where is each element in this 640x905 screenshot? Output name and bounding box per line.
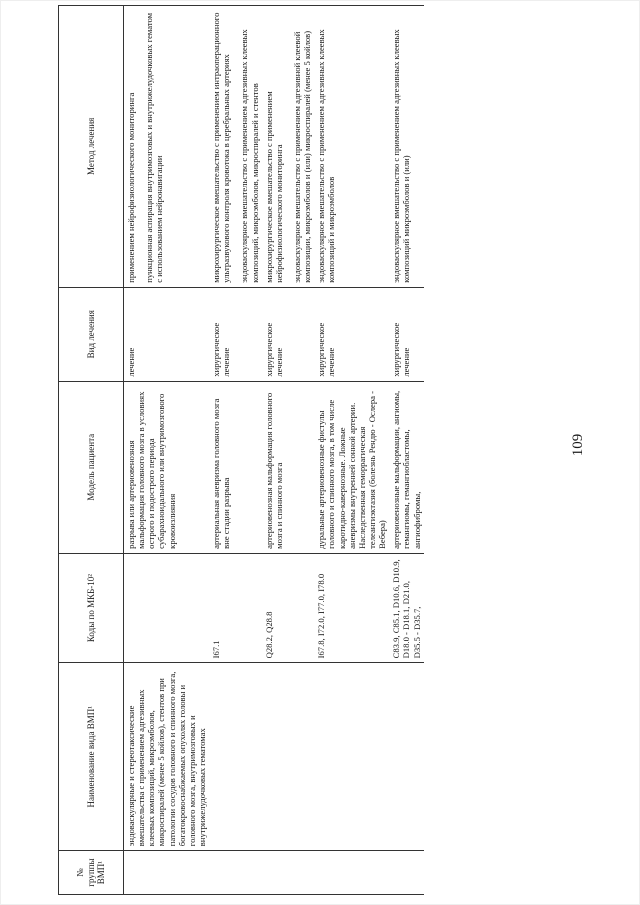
method-item: применением нейрофизиологического мониторинга <box>126 92 136 283</box>
table-row <box>209 6 262 895</box>
cell-vmp-name <box>209 663 262 851</box>
cell-icd-code: C83.9, C85.1, D10.6, D10.9, D18.0 - D18.1, D21.0, D35.5 - D35.7, <box>389 553 423 663</box>
cell-group-number <box>124 851 210 895</box>
header-row <box>59 6 124 895</box>
cell-treatment-type: хирургическое лечение <box>262 287 315 381</box>
cell-treatment-type: лечение <box>124 287 210 381</box>
cell-icd-code: I67.1 <box>209 553 262 663</box>
cell-vmp-name <box>262 663 315 851</box>
cell-treatment-type: хирургическое лечение <box>209 287 262 381</box>
cell-treatment-type: хирургическое лечение <box>314 287 389 381</box>
cell-group-number <box>209 851 262 895</box>
cell-vmp-name <box>389 663 423 851</box>
table-row <box>262 6 315 895</box>
cell-treatment-method <box>124 6 210 288</box>
cell-patient-model: артериовенозные мальформации, ангиомы, гемангиомы, гемангиобластомы, ангиофибромы, <box>389 381 423 553</box>
cell-treatment-method <box>262 6 315 288</box>
header-treatment-method: Метод лечения <box>59 6 124 288</box>
table-body <box>124 6 424 895</box>
method-item: микрохирургическое вмешательство с применением интраоперационного ультразвукового контроля кровотока в церебральных артериях <box>211 12 232 283</box>
method-item: эндоваскулярное вмешательство с применением адгезивных клеевых композиций микроэмболов и (или) <box>391 29 412 283</box>
cell-treatment-type: хирургическое лечение <box>389 287 423 381</box>
header-icd-codes: Коды по МКБ-10² <box>59 553 124 663</box>
cell-treatment-method <box>389 6 423 288</box>
cell-icd-code <box>124 553 210 663</box>
table-header <box>59 6 124 895</box>
cell-icd-code: I67.8, I72.0, I77.0, I78.0 <box>314 553 389 663</box>
table-row <box>314 6 389 895</box>
method-item: эндоваскулярное вмешательство с применением адгезивной клеевой композиции, микроэмболов и (или) микроспиралей (менее 5 койлов) <box>291 30 313 283</box>
header-patient-model: Модель пациента <box>59 381 124 553</box>
table-row <box>389 6 423 895</box>
cell-treatment-method <box>209 6 262 288</box>
cell-vmp-name: эндоваскулярные и стереотаксические вмешательства с применением адгезивных клеевых композиций, микроэмболов, микроспиралей (менее 5 койлов), стентов при патологии сосудов головного и спинного мозга, богатокровоснабжаемых опухолях головы и головного мозга, внутримозговых и внутрижелудочковых гематомах <box>124 663 210 851</box>
method-item: микрохирургическое вмешательство с применением нейрофизиологического мониторинга <box>263 91 284 283</box>
cell-treatment-method <box>314 6 389 288</box>
page-number: 109 <box>570 433 586 457</box>
header-group-number: № группы ВМП¹ <box>59 851 124 895</box>
method-item: пункционная аспирация внутримозговых и внутрижелудочковых гематом с использованием нейронавигации <box>144 12 165 283</box>
method-item: эндоваскулярное вмешательство с применением адгезивных клеевых композиций, микроэмболов, микроспиралей и стентов <box>239 29 260 283</box>
table-row <box>124 6 210 895</box>
cell-group-number <box>314 851 389 895</box>
cell-vmp-name <box>314 663 389 851</box>
cell-group-number <box>389 851 423 895</box>
header-treatment-type: Вид лечения <box>59 287 124 381</box>
cell-group-number <box>262 851 315 895</box>
cell-patient-model: артериальная аневризма головного мозга вне стадии разрыва <box>209 381 262 553</box>
cell-patient-model: разрыва или артериовенозная мальформация головного мозга в условиях острого и подострого периода субарахноидального или внутримозгового кровоизлияния <box>124 381 210 553</box>
method-item: эндоваскулярное вмешательство с применением адгезивных клеевых композиций и микроэмболов <box>316 29 337 283</box>
vmp-table <box>58 5 424 895</box>
header-vmp-name: Наименование вида ВМП¹ <box>59 663 124 851</box>
cell-patient-model: артериовенозная мальформация головного мозга и спинного мозга <box>262 381 315 553</box>
cell-patient-model: дуральные артериовенозные фистулы головного и спинного мозга, в том числе каротидно-кавернозные. Ложные аневризмы внутренней сонной артерии. Наследственная геморрагическая телеангиэктазия (болезнь Рендю - Ослера - Вебера) <box>314 381 389 553</box>
cell-icd-code: Q28.2, Q28.8 <box>262 553 315 663</box>
